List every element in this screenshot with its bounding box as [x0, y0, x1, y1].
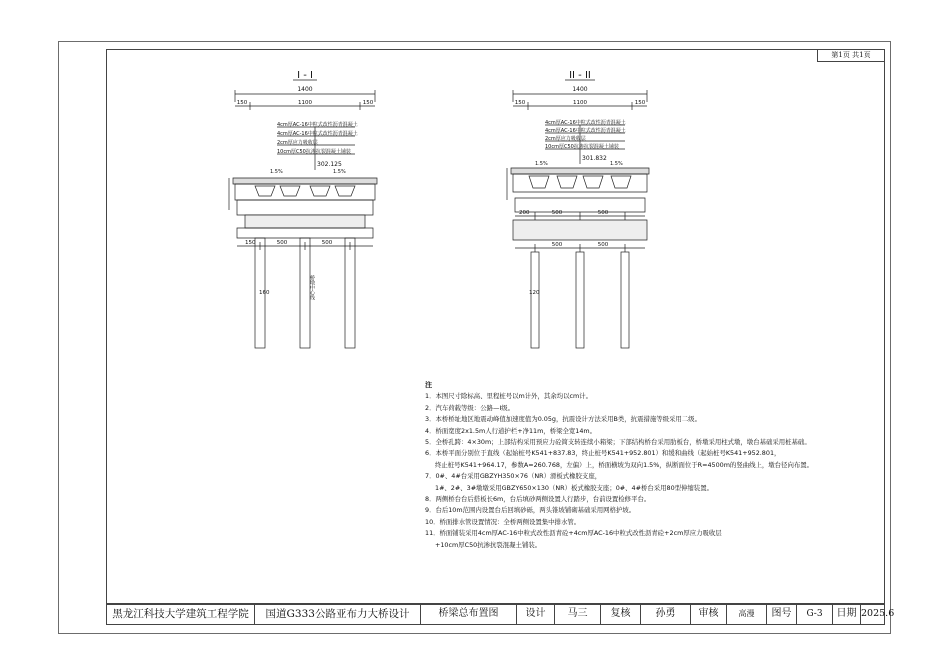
note-item: 8．两侧桥台台后搭板长6m，台后填砂两侧设置人行踏步，台前设置检修平台。 [425, 495, 651, 504]
section-2-cap-dim-a: 500 [551, 210, 563, 216]
section-1-layer-2: 4cm厚AC-16中粒式改性沥青混凝土 [277, 131, 358, 137]
section-2-dim-right: 150 [634, 100, 646, 106]
section-2-lower-dim-b: 500 [597, 242, 609, 248]
school-name: 黑龙江科技大学建筑工程学院 [107, 604, 255, 624]
section-2-slope-left: 1.5% [535, 161, 548, 167]
note-item: 3．本桥桥址地区地震动峰值加速度值为0.05g，抗震设计方法采用B类，抗震措施等级采用二级。 [425, 415, 701, 424]
section-1-layer-4: 10cm厚C50抗渗抗裂混凝土铺装 [277, 149, 351, 155]
drawing-no: G-3 [797, 604, 833, 624]
section-1-pile-label: 桥墩中心线 [309, 275, 315, 300]
section-2-dim-mid: 1100 [573, 100, 587, 106]
design-notes [425, 380, 845, 551]
reviewer-name: 高漫 [727, 604, 767, 624]
cross-section-1 [215, 60, 395, 360]
section-1-dim-side: 150 [245, 240, 256, 246]
note-item: 4．桥面宽度2x1.5m人行道护栏+净11m，桥梁全宽14m。 [425, 426, 597, 435]
project-name: 国道G333公路亚布力大桥设计 [255, 604, 421, 624]
section-1-pile-dim: 160 [259, 290, 270, 296]
section-2-layer-4: 10cm厚C50抗渗抗裂混凝土铺装 [545, 144, 619, 150]
note-item: +10cm厚C50抗渗抗裂混凝土铺装。 [435, 540, 542, 549]
section-1-layer-1: 4cm厚AC-16中粒式改性沥青混凝土 [277, 122, 358, 128]
notes-heading: 注 [425, 381, 432, 389]
note-item: 5．全桥孔跨：4×30m；上部结构采用预应力砼简支转连续小箱梁；下部结构桥台采用肋板台，桥墩采用柱式墩，墩台基础采用桩基础。 [425, 438, 811, 447]
section-2-slope-right: 1.5% [610, 161, 623, 167]
page-total: 共1页 [852, 51, 871, 59]
drawing-name: 桥梁总布置图 [421, 604, 517, 624]
section-2-total-width: 1400 [572, 86, 588, 93]
check-label: 复核 [601, 604, 641, 624]
note-item: 11．桥面铺装采用4cm厚AC-16中粒式改性沥青砼+4cm厚AC-16中粒式改性沥青砼+2cm厚应力吸收层 [425, 529, 722, 538]
section-2-layer-1: 4cm厚AC-16中粒式改性沥青混凝土 [545, 120, 626, 126]
page-number: 第1页 [831, 51, 850, 59]
review-label: 审核 [691, 604, 727, 624]
section-2-dim-side: 200 [519, 210, 530, 216]
section-1-total-width: 1400 [297, 86, 313, 93]
section-2-dim-left: 150 [514, 100, 526, 106]
cross-section-2 [495, 60, 665, 360]
section-2-cap-dim-b: 500 [597, 210, 609, 216]
section-2-pile-dim: 120 [529, 290, 540, 296]
section-2-lower-dim-a: 500 [551, 242, 563, 248]
drawing-no-label: 图号 [767, 604, 797, 624]
date-value: 2025.6 [861, 608, 895, 619]
note-item: 1#、2#、3#墩墩采用GBZY650×130（NR）板式橡胶支座；0#、4#桥台采用80型伸缩装置。 [435, 483, 713, 492]
section-2-layer-3: 2cm厚应力吸收层 [545, 136, 586, 142]
section-1-spacing-b: 500 [321, 240, 333, 246]
section-2-title: II - II [569, 70, 591, 81]
note-item: 1．本图尺寸除标高、里程桩号以m计外，其余均以cm计。 [425, 392, 593, 401]
checker-name: 孙勇 [641, 604, 691, 624]
design-label: 设计 [517, 604, 555, 624]
note-item: 终止桩号K541+964.17，参数A=260.768，左偏）上，桥面横坡为双向1.5%，纵断面位于R=4500m的竖曲线上，墩台径向布置。 [435, 460, 814, 469]
date-label: 日期 [833, 604, 861, 624]
section-1-elevation: 302.125 [317, 161, 342, 168]
section-1-spacing-a: 500 [276, 240, 288, 246]
note-item: 10．桥面排水管设置情况：全桥两侧设置集中排水管。 [425, 517, 581, 526]
section-1-slope-right: 1.5% [333, 169, 346, 175]
section-1-slope-left: 1.5% [270, 169, 283, 175]
section-1-dim-mid: 1100 [298, 100, 312, 106]
section-1-dim-left: 150 [236, 100, 248, 106]
section-1-title: I - I [297, 70, 313, 81]
note-item: 2．汽车荷载等级：公路—I级。 [425, 403, 515, 412]
section-1-layer-3: 2cm厚应力吸收层 [277, 140, 318, 146]
designer-name: 马三 [555, 604, 601, 624]
note-item: 7．0#、4#台采用GBZYH350×76（NR）滑板式橡胶支座， [425, 472, 602, 481]
section-2-elevation: 301.832 [582, 155, 607, 162]
section-1-dim-right: 150 [362, 100, 374, 106]
page-indicator [817, 49, 884, 62]
title-block [106, 603, 895, 625]
note-item: 6．本桥平面分别位于直线（起始桩号K541+837.83，终止桩号K541+952.801）和缓和曲线（起始桩号K541+952.801， [425, 449, 781, 458]
section-2-layer-2: 4cm厚AC-16中粒式改性沥青混凝土 [545, 128, 626, 134]
note-item: 9．台后10m范围内设置台后回填砂砾，两头锥坡铺砌基础采用网格护坡。 [425, 506, 636, 515]
